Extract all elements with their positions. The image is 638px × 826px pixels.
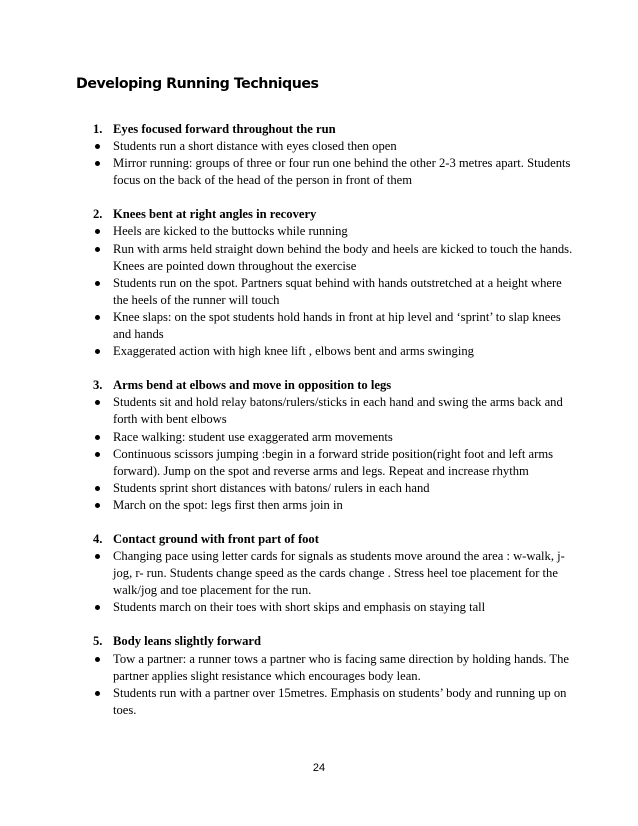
- bullet-icon: [93, 138, 113, 155]
- list-item-text: Heels are kicked to the buttocks while running: [113, 224, 348, 239]
- list-item: [93, 497, 573, 514]
- bullet-icon: [93, 241, 113, 275]
- list-item: [93, 429, 573, 446]
- bullet-icon: [93, 685, 113, 719]
- bullet-icon: [93, 275, 113, 309]
- page-number: 24: [312, 762, 326, 774]
- section-heading-text: Contact ground with front part of foot: [113, 531, 319, 546]
- list-item-text: Tow a partner: a runner tows a partner who is facing same direction by holding hands. The partner applies slight resistance which encourages body lean.: [113, 651, 569, 683]
- section-number: 5.: [93, 634, 103, 649]
- section-heading: [93, 633, 573, 650]
- bullet-list: [93, 651, 573, 719]
- list-item: [93, 343, 573, 360]
- section-heading: [93, 206, 573, 223]
- list-item: [93, 155, 573, 189]
- list-item: [93, 138, 573, 155]
- bullet-icon: [93, 429, 113, 446]
- list-item: [93, 480, 573, 497]
- section: [93, 531, 573, 616]
- list-item-text: Students run on the spot. Partners squat behind with hands outstretched at a height where the heels of the runner will touch: [113, 275, 562, 307]
- section: [93, 121, 573, 189]
- list-item-text: Mirror running: groups of three or four run one behind the other 2-3 metres apart. Students focus on the back of the head of the person in front of them: [113, 156, 571, 188]
- section-number: 2.: [93, 207, 103, 222]
- list-item: [93, 685, 573, 719]
- section: [93, 206, 573, 360]
- bullet-list: [93, 223, 573, 360]
- list-item-text: Students march on their toes with short skips and emphasis on staying tall: [113, 600, 486, 615]
- list-item-text: Students run a short distance with eyes closed then open: [113, 139, 397, 154]
- bullet-icon: [93, 155, 113, 189]
- list-item: [93, 275, 573, 309]
- section-number: 3.: [93, 378, 103, 393]
- bullet-list: [93, 548, 573, 616]
- list-item: [93, 548, 573, 599]
- section-number: 1.: [93, 122, 103, 136]
- list-item-text: Knee slaps: on the spot students hold hands in front at hip level and ‘sprint’ to slap knees and hands: [113, 309, 561, 342]
- bullet-icon: [93, 446, 113, 480]
- bullet-list: [93, 394, 573, 514]
- section: [93, 377, 573, 514]
- list-item: [93, 309, 573, 343]
- list-item: [93, 446, 573, 480]
- bullet-icon: [93, 548, 113, 599]
- section-heading-text: Body leans slightly forward: [113, 634, 261, 649]
- page-title: Developing Running Techniques: [76, 76, 319, 92]
- list-item-text: Changing pace using letter cards for signals as students move around the area : w-walk, j-jog, r- run. Students change speed as the cards change . Stress heel toe placement for the walk/jog and toe placement for the run.: [113, 549, 565, 598]
- bullet-icon: [93, 394, 113, 428]
- list-item: [93, 599, 573, 616]
- bullet-icon: [93, 651, 113, 685]
- section-heading: [93, 121, 573, 138]
- list-item: [93, 651, 573, 685]
- list-item: [93, 241, 573, 275]
- section-heading: [93, 531, 573, 548]
- bullet-icon: [93, 599, 113, 616]
- list-item-text: Run with arms held straight down behind the body and heels are kicked to touch the hands. Knees are pointed down throughout the exercise: [113, 241, 573, 273]
- list-item-text: Students sit and hold relay batons/rulers/sticks in each hand and swing the arms back and forth with bent elbows: [113, 395, 563, 427]
- list-item: [93, 223, 573, 240]
- content-body: [93, 121, 573, 736]
- bullet-icon: [93, 343, 113, 360]
- list-item-text: Continuous scissors jumping :begin in a forward stride position(right foot and left arms forward). Jump on the spot and reverse arms and legs. Repeat and increase rhythm: [113, 446, 554, 478]
- bullet-icon: [93, 480, 113, 497]
- section-number: 4.: [93, 531, 103, 546]
- section-heading-text: Eyes focused forward throughout the run: [113, 122, 336, 136]
- list-item-text: March on the spot: legs first then arms join in: [113, 497, 343, 512]
- section-heading-text: Knees bent at right angles in recovery: [113, 207, 317, 222]
- section: [93, 633, 573, 718]
- list-item-text: Race walking: student use exaggerated arm movements: [113, 429, 393, 444]
- bullet-icon: [93, 497, 113, 514]
- list-item-text: Students run with a partner over 15metres. Emphasis on students’ body and running up on toes.: [113, 685, 567, 717]
- list-item-text: Exaggerated action with high knee lift , elbows bent and arms swinging: [113, 344, 474, 359]
- list-item: [93, 394, 573, 428]
- bullet-list: [93, 138, 573, 189]
- section-heading-text: Arms bend at elbows and move in opposition to legs: [113, 378, 392, 393]
- bullet-icon: [93, 309, 113, 343]
- section-heading: [93, 377, 573, 394]
- list-item-text: Students sprint short distances with batons/ rulers in each hand: [113, 480, 430, 495]
- bullet-icon: [93, 223, 113, 240]
